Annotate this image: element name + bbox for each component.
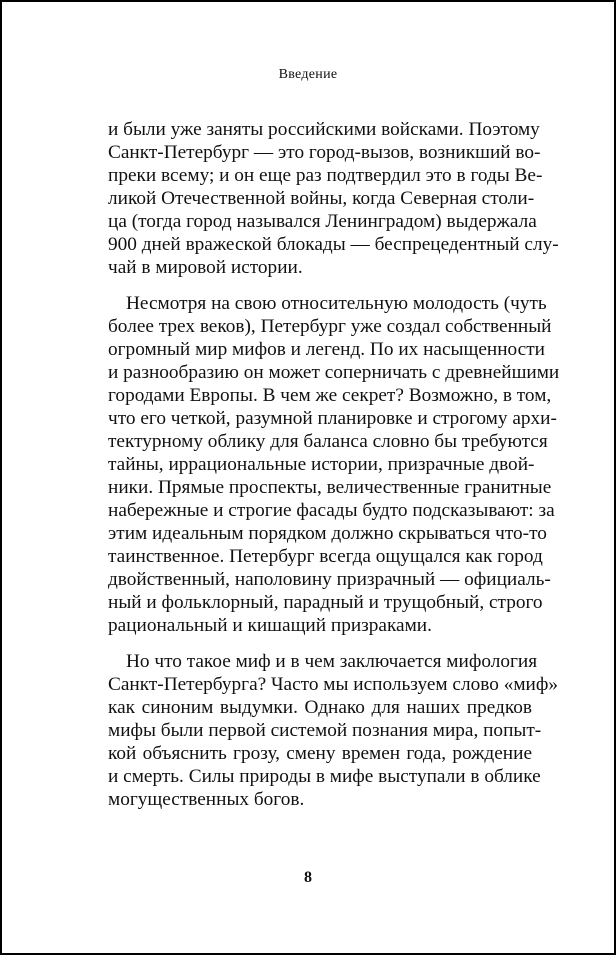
text-line: преки всему; и он еще раз подтвердил это в годы Ве-: [108, 165, 543, 186]
text-line: набережные и строгие фасады будто подсказывают: за: [108, 500, 555, 521]
text-line: ники. Прямые проспекты, величественные гранитные: [108, 477, 552, 498]
paragraph-1: [108, 118, 559, 279]
text-line: как синоним выдумки. Однако для наших предков: [108, 697, 532, 718]
paragraph-2: [108, 292, 560, 637]
text-line: Санкт-Петербурга? Часто мы используем слово «миф»: [108, 674, 558, 695]
text-line: и были уже заняты российскими войсками. Поэтому: [108, 119, 540, 140]
text-line: ца (тогда город назывался Ленинградом) выдержала: [108, 211, 537, 232]
text-line: кой объяснить грозу, смену времен года, рождение: [108, 743, 532, 764]
text-line: и смерть. Силы природы в мифе выступали в облике: [108, 766, 541, 787]
text-line: огромный мир мифов и легенд. По их насыщенности: [108, 339, 545, 360]
page-number: 8: [304, 869, 312, 886]
text-line: Несмотря на свою относительную молодость (чуть: [126, 293, 547, 314]
text-line: мифы были первой системой познания мира, попыт-: [108, 720, 542, 741]
text-line: ликой Отечественной войны, когда Северная столи-: [108, 188, 535, 209]
body-text: [108, 118, 560, 824]
text-line: Санкт-Петербург — это город-вызов, возникший во-: [108, 142, 541, 163]
text-line: ный и фольклорный, парадный и трущобный, строго: [108, 592, 543, 613]
text-line: чай в мировой истории.: [108, 257, 303, 278]
text-line: тектурному облику для баланса словно бы требуются: [108, 431, 548, 452]
paragraph-3: [108, 650, 558, 811]
running-head: Введение: [278, 67, 338, 82]
text-line: 900 дней вражеской блокады — беспрецедентный слу-: [108, 234, 559, 255]
text-line: что его четкой, разумной планировке и строгому архи-: [108, 408, 557, 429]
text-line: могущественных богов.: [108, 789, 305, 810]
text-line: более трех веков), Петербург уже создал собственный: [108, 316, 552, 337]
text-line: таинственное. Петербург всегда ощущался как город: [108, 546, 543, 567]
text-line: Но что такое миф и в чем заключается мифология: [126, 651, 538, 672]
text-line: городами Европы. В чем же секрет? Возможно, в том,: [108, 385, 552, 406]
text-line: тайны, иррациональные истории, призрачные двой-: [108, 454, 535, 475]
text-line: двойственный, наполовину призрачный — официаль-: [108, 569, 551, 590]
text-line: и разнообразию он может соперничать с древнейшими: [108, 362, 560, 383]
text-line: рациональный и кишащий призраками.: [108, 615, 432, 636]
text-line: этим идеальным порядком должно скрываться что-то: [108, 523, 547, 544]
